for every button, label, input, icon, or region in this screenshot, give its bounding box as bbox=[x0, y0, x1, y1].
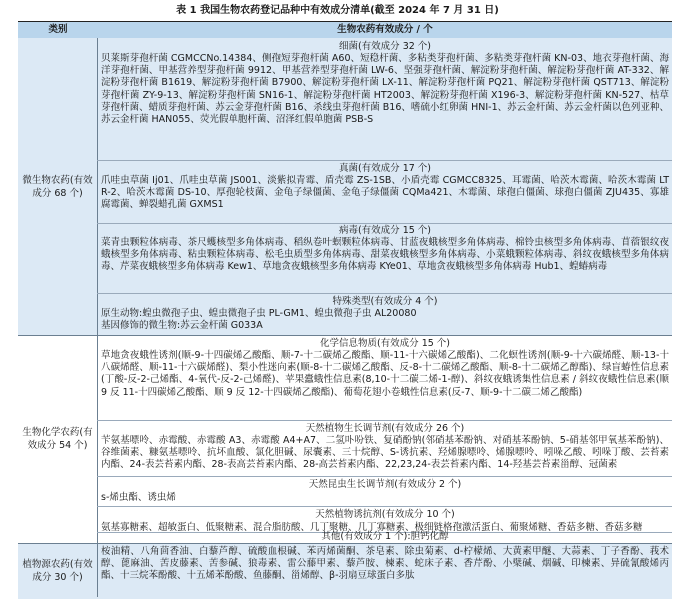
group-items: 爪哇虫草菌 Ij01、爪哇虫草菌 JS001、淡紫拟青霉、盾壳霉 ZS-1SB、小盾壳霉 CGMCC8325、耳霉菌、哈茨木霉菌、哈茨木霉菌 LTR-2、哈茨木霉菌 DS-10、厚孢轮枝菌、金龟子绿僵菌、金龟子绿僵菌 CQMa421、木霉菌、球孢白僵菌、球孢白僵菌 ZJU435、寡雄腐霉菌、蝉裂蜡孔菌 GXMS1 bbox=[101, 175, 669, 211]
group-heading: 天然植物诱抗剂(有效成分 10 个) bbox=[315, 509, 455, 520]
group-heading: 化学信息物质(有效成分 15 个) bbox=[319, 338, 451, 349]
group-heading: 天然昆虫生长调节剂(有效成分 2 个) bbox=[308, 479, 462, 490]
group-fungi bbox=[97, 163, 672, 221]
group-items: 苄氨基嘌呤、赤霉酸、赤霉酸 A3、赤霉酸 A4+A7、二氢卟吩铁、复硝酚钠(邻硝基苯酚钠、对硝基苯酚钠、5-硝基邻甲氧基苯酚钠)、谷维菌素、糠氨基嘌呤、抗坏血酸、氯化胆碱、尿囊素、三十烷醇、S-诱抗素、羟烯腺嘌呤、烯腺嘌呤、吲哚乙酸、吲哚丁酸、芸苔素内酯、24-表芸苔素内酯、28-表高芸苔素内酯、28-高芸苔素内酯、22,23,24-表芸苔素内酯、14-羟基芸苔素甾醇、冠菌素 bbox=[101, 435, 669, 471]
group-heading: 其他(有效成分 1 个):胆钙化醇 bbox=[321, 531, 449, 542]
group-divider bbox=[97, 506, 672, 507]
category-biochemical: 生物化学农药(有效成分 54 个) bbox=[22, 427, 93, 451]
group-divider bbox=[97, 160, 672, 161]
group-plant-inducers bbox=[97, 509, 672, 533]
header-ingredients: 生物农药有效成分 / 个 bbox=[337, 24, 433, 35]
group-virus bbox=[97, 225, 672, 291]
group-items: 贝莱斯芽孢杆菌 CGMCCNo.14384、侧孢短芽孢杆菌 A60、短稳杆菌、多粘类芽孢杆菌、多粘类芽孢杆菌 KN-03、地衣芽孢杆菌、海洋芽孢杆菌、甲基营养型芽孢杆菌 9912、甲基营养型芽孢杆菌 LW-6、坚强芽孢杆菌、解淀粉芽孢杆菌、解淀粉芽孢杆菌 AT-332、解淀粉芽孢杆菌 B1619、解淀粉芽孢杆菌 B7900、解淀粉芽孢杆菌 LX-11、解淀粉芽孢杆菌 PQ21、解淀粉芽孢杆菌 QST713、解淀粉芽孢杆菌 ZY-9-13、解淀粉芽孢杆菌 SN16-1、解淀粉芽孢杆菌 HT2003、解淀粉芽孢杆菌 X196-3、解淀粉芽孢杆菌 KN-527、枯草芽孢杆菌、蜡质芽孢杆菌、苏云金芽孢杆菌 B16、杀线虫芽孢杆菌 B16、嗜硫小红卵菌 HNI-1、苏云金杆菌、苏云金杆菌以色列亚种、苏云金杆菌 HAN055、荧光假单胞杆菌、沼泽红假单胞菌 PSB-S bbox=[101, 53, 669, 126]
group-items: 菜青虫颗粒体病毒、茶尺蠖核型多角体病毒、稻纵卷叶螟颗粒体病毒、甘蓝夜蛾核型多角体病毒、棉铃虫核型多角体病毒、苜蓿银纹夜蛾核型多角体病毒、粘虫颗粒体病毒、松毛虫质型多角体病毒、甜菜夜蛾核型多角体病毒、小菜蛾颗粒体病毒、斜纹夜蛾核型多角体病毒、芹菜夜蛾核型多角体病毒 Kew1、草地贪夜蛾核型多角体病毒 KYe01、草地贪夜蛾核型多角体病毒 Hub1、蝗蝽病毒 bbox=[101, 237, 669, 273]
group-divider bbox=[97, 476, 672, 477]
group-divider bbox=[97, 293, 672, 294]
group-heading: 真菌(有效成分 17 个) bbox=[338, 163, 432, 174]
group-plant-growth-regulators bbox=[97, 423, 672, 475]
group-items: s-烯虫酯、诱虫烯 bbox=[101, 492, 176, 503]
group-divider bbox=[97, 420, 672, 421]
category-divider bbox=[18, 543, 672, 544]
group-heading: 细菌(有效成分 32 个) bbox=[338, 41, 432, 52]
group-items: 原生动物:蝗虫微孢子虫、蝗虫微孢子虫 PL-GM1、蝗虫微孢子虫 AL20080 基因修饰的微生物:苏云金杆菌 G033A bbox=[101, 308, 417, 332]
group-insect-growth-regulators bbox=[97, 479, 672, 505]
group-divider bbox=[97, 223, 672, 224]
group-special bbox=[97, 296, 672, 334]
category-divider bbox=[18, 335, 672, 336]
group-botanical bbox=[97, 546, 672, 598]
group-items: 桉油精、八角茴香油、白藜芦醇、硫酸血根碱、苯丙烯菌酮、茶皂素、除虫菊素、d-柠檬烯、大黄素甲醚、大蒜素、丁子香酚、莪术醇、蓖麻油、苦皮藤素、苦参碱、狼毒素、雷公藤甲素、藜芦胺、楝素、蛇床子素、香芹酚、小檗碱、烟碱、印楝素、异硫氰酸烯丙酯、十三烷苯酚酸、十五烯苯酚酸、鱼藤酮、甾烯醇、β-羽扇豆球蛋白多肽 bbox=[101, 546, 669, 582]
ingredients-table bbox=[18, 21, 672, 598]
group-items: 氨基寡糖素、超敏蛋白、低聚糖素、混合脂肪酸、几丁聚糖、几丁寡糖素、极细链格孢激活蛋白、葡聚烯糖、香菇多糖、香菇多糖 bbox=[101, 522, 643, 533]
group-heading: 病毒(有效成分 15 个) bbox=[338, 225, 432, 236]
group-items: 草地贪夜蛾性诱剂(顺-9-十四碳烯乙酸酯、顺-7-十二碳烯乙酸酯、顺-11-十六碳烯乙酸酯)、二化螟性诱剂(顺-9-十六碳烯醛、顺-13-十八碳烯醛、顺-11-十六碳烯醛)、梨小性迷向素(顺-8-十二碳烯乙酸酯、反-8-十二碳烯乙酸酯、顺-8-十二碳烯乙醇酯)、绿盲蝽性信息素(丁酸-反-2-己烯酯、4-氧代-反-2-己烯醛)、苹果蠹蛾性信息素(8,10-十二碳二烯-1-醇)、斜纹夜蛾诱集性信息素 / 斜纹夜蛾性信息素(顺 9 反 11-十四碳烯乙酸酯、顺 9 反 12-十四碳烯乙酸酯)、葡萄花翅小卷蛾性信息素(反-7、顺-9-十二碳二烯乙酸酯) bbox=[101, 350, 669, 398]
group-semiochemicals bbox=[97, 338, 672, 418]
group-heading: 特殊类型(有效成分 4 个) bbox=[332, 296, 438, 307]
group-other bbox=[97, 531, 672, 543]
group-bacteria bbox=[97, 41, 672, 159]
table-header bbox=[18, 22, 672, 38]
header-category: 类别 bbox=[48, 24, 68, 35]
group-heading: 天然植物生长调节剂(有效成分 26 个) bbox=[305, 423, 465, 434]
table-title: 表 1 我国生物农药登记品种中有效成分清单(截至 2024 年 7 月 31 日) bbox=[176, 5, 499, 16]
category-microbial: 微生物农药(有效成分 68 个) bbox=[22, 174, 93, 199]
category-botanical: 植物源农药(有效成分 30 个) bbox=[22, 559, 93, 583]
